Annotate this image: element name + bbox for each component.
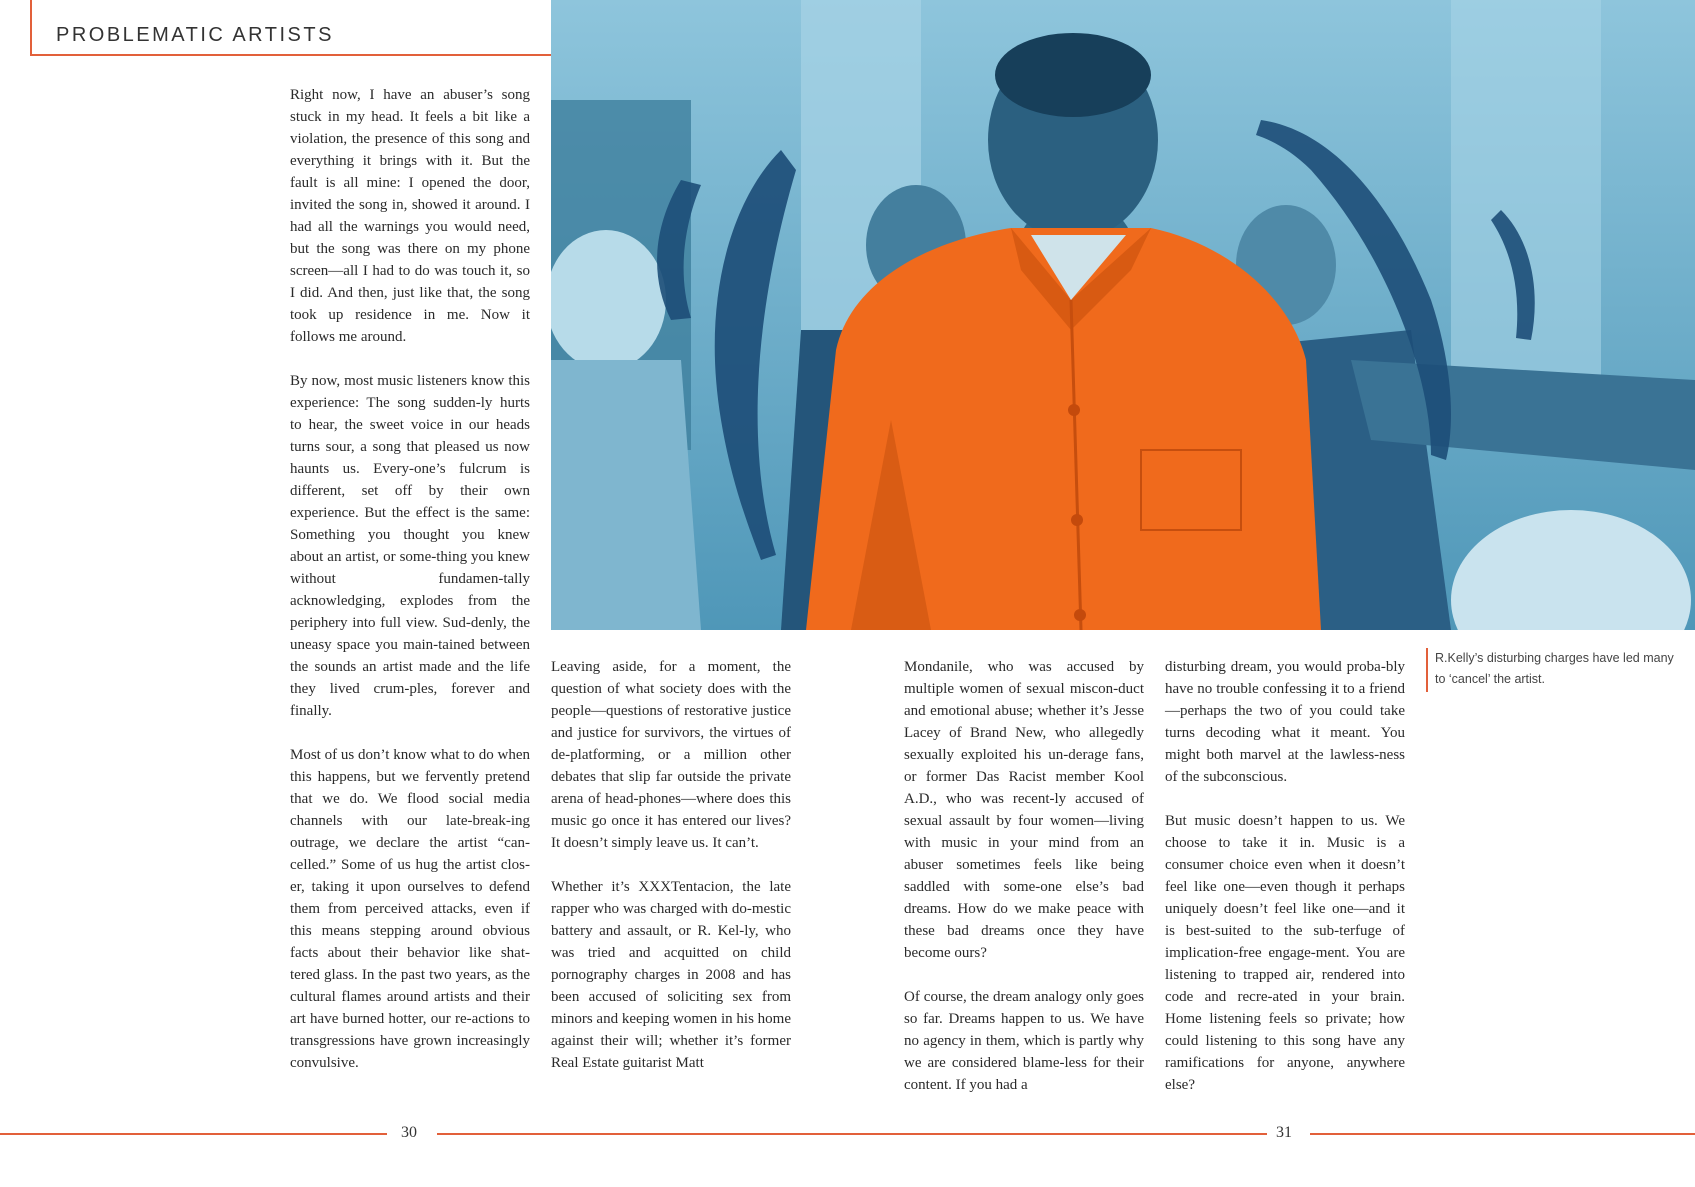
feature-photo bbox=[551, 0, 1695, 630]
header-rule-horizontal bbox=[30, 54, 551, 56]
paragraph: disturbing dream, you would proba-bly have no trouble confessing it to a friend—perhaps the two of you could take turns decoding what it meant. You might both marvel at the lawless-ness of the subconscious. bbox=[1165, 659, 1405, 785]
caption-rule bbox=[1426, 648, 1428, 692]
paragraph: Most of us don’t know what to do when this happens, but we fervently pretend that we do. We flood social media channels with our late-break-ing outrage, we declare the artist “can-celled.” Some of us hug the artist clos-er, taking it upon ourselves to defend them from perceived attacks, even if this means stepping around obvious facts about their behavior like shat-tered glass. In the past two years, as the cultural flames around artists and their art have burned hotter, our re-actions to transgressions have grown increasingly convulsive. bbox=[290, 747, 530, 1071]
article-column-3 bbox=[904, 656, 1144, 1096]
paragraph: Mondanile, who was accused by multiple women of sexual miscon-duct and emotional abuse; whether it’s Jesse Lacey of Brand New, who allegedly sexually exploited his un-derage fans, or former Das Racist member Kool A.D., who was recent-ly accused of sexual assault by four women—living with music in your mind from an abuser sometimes feels like being saddled with some-one else’s bad dreams. How do we make peace with these bad dreams once they have become ours? bbox=[904, 659, 1144, 961]
paragraph: Whether it’s XXXTentacion, the late rapper who was charged with do-mestic battery and assault, or R. Kel-ly, who was tried and acquitted on child pornography charges in 2008 and has been accused of soliciting sex from minors and keeping women in his home against their will; whether it’s former Real Estate guitarist Matt bbox=[551, 879, 791, 1071]
paragraph: Of course, the dream analogy only goes so far. Dreams happen to us. We have no agency in them, which is partly why we are considered blame-less for their content. If you had a bbox=[904, 989, 1144, 1093]
section-title: PROBLEMATIC ARTISTS bbox=[56, 24, 334, 46]
figure-hair bbox=[995, 33, 1151, 117]
paragraph: Leaving aside, for a moment, the question of what society does with the people—questions of restorative justice and justice for survivors, the virtues of de-platforming, or a million other debates that slip far outside the private arena of head-phones—where does this music go once it has entered our lives? It doesn’t simply leave us. It can’t. bbox=[551, 659, 791, 851]
header-rule-vertical bbox=[30, 0, 32, 56]
person-left-body bbox=[551, 360, 701, 630]
article-column-2 bbox=[551, 656, 791, 1074]
footer-rule bbox=[0, 1133, 387, 1135]
footer-rule bbox=[437, 1133, 1267, 1135]
article-column-1 bbox=[290, 84, 530, 1074]
page-number-left: 30 bbox=[401, 1124, 417, 1141]
shirt-button bbox=[1074, 609, 1086, 621]
paragraph: Right now, I have an abuser’s song stuck in my head. It feels a bit like a violation, the presence of this song and everything it brings with it. But the fault is all mine: I opened the door, invited the song in, showed it around. I had all the warnings you would need, but the song was there on my phone screen—all I had to do was touch it, so I did. And then, just like that, the song took up residence in me. Now it follows me around. bbox=[290, 87, 530, 345]
person-left bbox=[551, 230, 666, 370]
page-number-right: 31 bbox=[1276, 1124, 1292, 1141]
article-column-4 bbox=[1165, 656, 1405, 1096]
shirt-button bbox=[1071, 514, 1083, 526]
footer-rule bbox=[1310, 1133, 1695, 1135]
paragraph: By now, most music listeners know this experience: The song sudden-ly hurts to hear, the sweet voice in our heads turns sour, a song that pleased us now haunts us. Every-one’s fulcrum is different, set off by their own experience. But the effect is the same: Something you thought you knew about an artist, or some-thing you knew without fundamen-tally acknowledging, explodes from the periphery into full view. Sud-denly, the uneasy space you main-tained between the sounds an artist made and the life they lived crum-ples, forever and finally. bbox=[290, 373, 530, 719]
photo-caption: R.Kelly’s disturbing charges have led many to ‘cancel’ the artist. bbox=[1435, 651, 1674, 686]
paragraph: But music doesn’t happen to us. We choose to take it in. Music is a consumer choice even when it doesn’t feel like one—even though it perhaps uniquely doesn’t feel like one—and it is best-suited to the sub-terfuge of implication-free engage-ment. You are listening to trapped air, rendered into code and recre-ated in your brain. Home listening feels so private; how could listening to this song have any ramifications for anyone, anywhere else? bbox=[1165, 813, 1405, 1093]
pillar bbox=[1451, 0, 1601, 400]
shirt-button bbox=[1068, 404, 1080, 416]
courtroom-illustration bbox=[551, 0, 1695, 630]
